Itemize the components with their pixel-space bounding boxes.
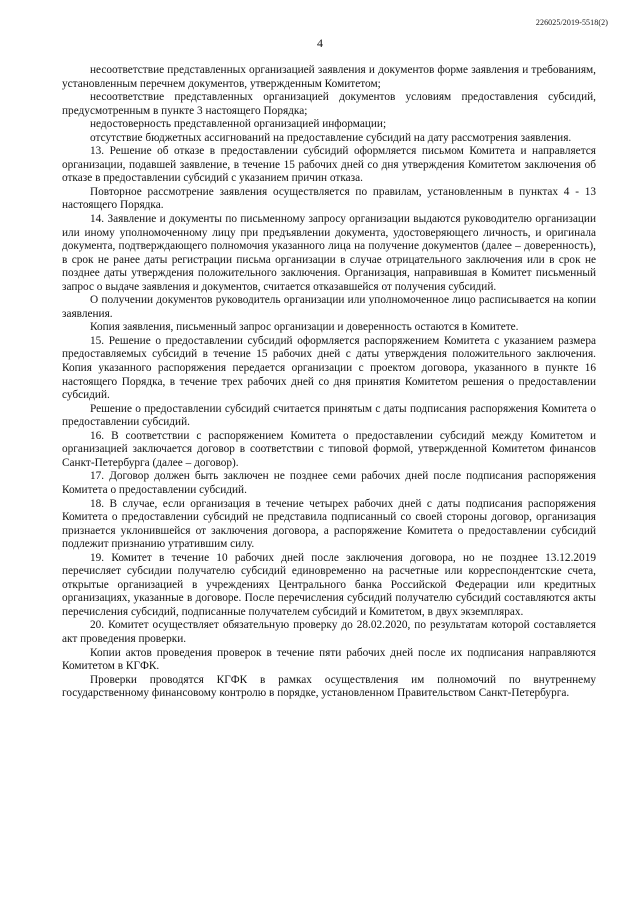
paragraph: Повторное рассмотрение заявления осуществляется по правилам, установленным в пунктах 4 - 13 настоящего Порядка. — [62, 185, 596, 212]
paragraph: 19. Комитет в течение 10 рабочих дней после заключения договора, но не позднее 13.12.2019 перечисляет субсидии получателю субсидий единовременно на расчетные или корреспондентские счета, открытые организацией в учреждениях Центрального банка Российской Федерации или кредитных организациях, указанные в договоре. После перечисления субсидий получателю субсидий составляются акты перечисления субсидий, подписанные получателем субсидий и Комитетом, в двух экземплярах. — [62, 551, 596, 618]
paragraph: несоответствие представленных организацией документов условиям предоставления субсидий, предусмотренным в пункте 3 настоящего Порядка; — [62, 91, 596, 117]
document-body — [62, 64, 596, 701]
paragraph: О получении документов руководитель организации или уполномоченное лицо расписывается на копии заявления. — [62, 294, 596, 320]
paragraph: 13. Решение об отказе в предоставлении субсидий оформляется письмом Комитета и направляется организации, подавшей заявление, в течение 15 рабочих дней со дня утверждения Комитетом заключения об отказе в предоставлении субсидий с указанием причин отказа. — [62, 145, 596, 185]
paragraph: 20. Комитет осуществляет обязательную проверку до 28.02.2020, по результатам которой составляется акт проведения проверки. — [62, 619, 596, 645]
paragraph: Решение о предоставлении субсидий считается принятым с даты подписания распоряжения Комитета о предоставлении субсидий. — [62, 402, 596, 429]
paragraph: Копия заявления, письменный запрос организации и доверенность остаются в Комитете. — [90, 321, 519, 334]
paragraph: 16. В соответствии с распоряжением Комитета о предоставлении субсидий между Комитетом и организацией заключается договор в соответствии с типовой формой, утвержденной Комитетом финансов Санкт-Петербурга (далее – договор). — [62, 429, 596, 469]
paragraph: 14. Заявление и документы по письменному запросу организации выдаются руководителю организации или иному уполномоченному лицу при предъявлении документа, удостоверяющего личность, и оригинала документа, подтверждающего полномочия указанного лица на получение документов (далее – доверенность), в срок не ранее даты регистрации письма организации в случае отрицательного заключения или в срок не позднее даты утверждения положительного заключения. Организация, направившая в Комитет письменный запрос о выдаче заявления и документов, считается отказавшейся от получения субсидий. — [62, 213, 596, 293]
document-registration-number: 226025/2019-5518(2) — [535, 18, 608, 27]
paragraph: отсутствие бюджетных ассигнований на предоставление субсидий на дату рассмотрения заявления. — [90, 131, 572, 144]
paragraph: 18. В случае, если организация в течение четырех рабочих дней с даты подписания распоряжения Комитета о предоставлении субсидий не представила подписанный со своей стороны договор, организация признается уклонившейся от заключения договора, а распоряжение Комитета о предоставлении субсидий подлежит признанию утратившим силу. — [62, 497, 596, 551]
page-number: 4 — [317, 36, 323, 50]
paragraph: Проверки проводятся КГФК в рамках осуществления им полномочий по внутреннему государственному финансовому контролю в порядке, установленном Правительством Санкт-Петербурга. — [62, 673, 596, 700]
paragraph: 17. Договор должен быть заключен не позднее семи рабочих дней после подписания распоряжения Комитета о предоставлении субсидий. — [62, 470, 596, 496]
paragraph: 15. Решение о предоставлении субсидий оформляется распоряжением Комитета с указанием размера предоставляемых субсидий в течение 15 рабочих дней с даты утверждения положительного заключения. Копия указанного распоряжения передается организации с проектом договора, указанного в пункте 16 настоящего Порядка, в течение трех рабочих дней со дня принятия Комитетом решения о предоставлении субсидий. — [62, 334, 596, 402]
paragraph: Копии актов проведения проверок в течение пяти рабочих дней после их подписания направляются Комитетом в КГФК. — [62, 646, 596, 673]
paragraph: недостоверность представленной организацией информации; — [90, 118, 387, 131]
paragraph: несоответствие представленных организацией заявления и документов форме заявления и требованиям, установленным перечнем документов, утвержденным Комитетом; — [62, 64, 596, 90]
